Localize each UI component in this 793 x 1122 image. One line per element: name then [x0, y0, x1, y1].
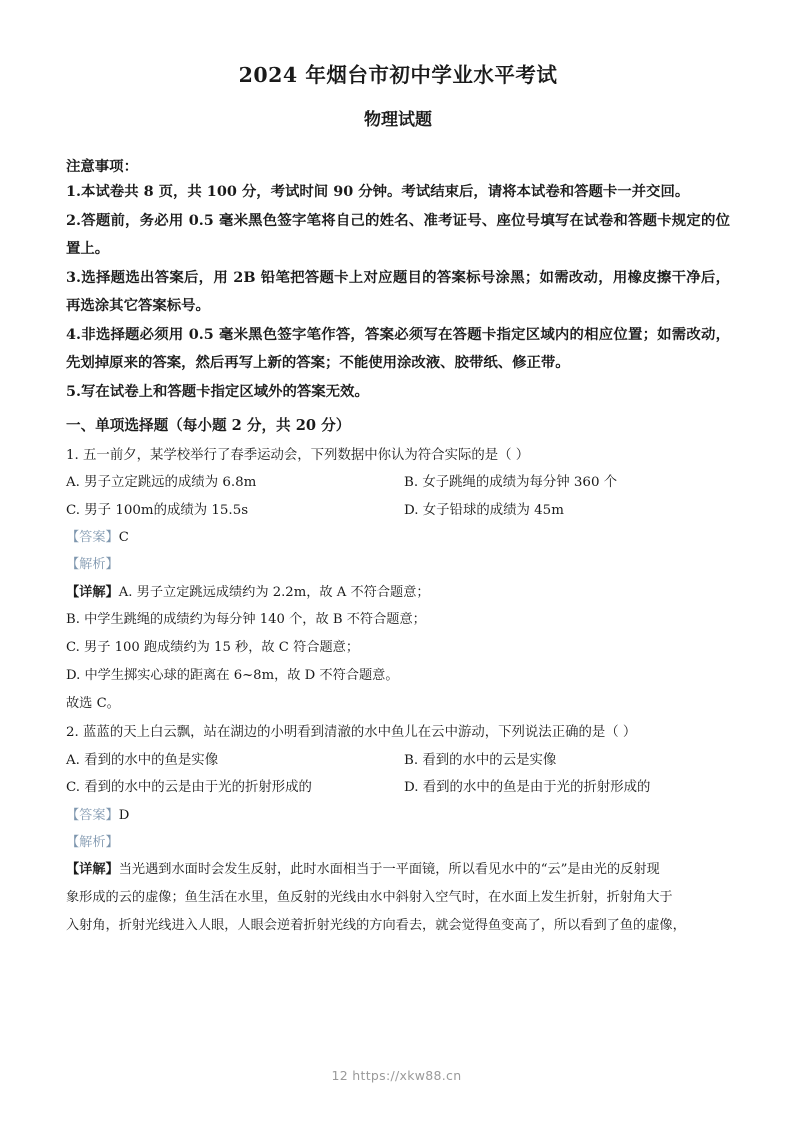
question-1-option-b[interactable]: B. 女子跳绳的成绩为每分钟 360 个 [404, 475, 618, 491]
answer-tag: 【答案】 [66, 807, 119, 823]
notice-item-1: 1.本试卷共 8 页，共 100 分，考试时间 90 分钟。考试结束后，请将本试卷和答题卡一并交回。 [66, 183, 690, 201]
notice-heading: 注意事项： [66, 157, 138, 175]
question-2-option-d[interactable]: D. 看到的水中的鱼是由于光的折射形成的 [404, 780, 651, 796]
question-1-detail-b: B. 中学生跳绳的成绩约为每分钟 140 个，故 B 不符合题意； [66, 612, 426, 628]
question-1-options-row-1 [66, 469, 730, 496]
detail-tag: 【详解】 [66, 862, 119, 878]
page-content [66, 0, 730, 940]
question-1-option-d[interactable]: D. 女子铅球的成绩为 45m [404, 502, 564, 518]
question-1-detail-first [66, 579, 730, 607]
question-2-option-b[interactable]: B. 看到的水中的云是实像 [404, 752, 557, 768]
question-1-answer-value: C [118, 530, 129, 546]
question-1-options-row-2 [66, 497, 730, 524]
question-2-option-a[interactable]: A. 看到的水中的鱼是实像 [66, 752, 219, 768]
question-2-options-row-1 [66, 747, 730, 774]
question-1-detail-first-text: A. 男子立定跳远成绩约为 2.2m，故 A 不符合题意； [118, 584, 430, 600]
question-2 [66, 720, 730, 940]
question-1-conclusion: 故选 C。 [66, 696, 120, 712]
question-2-option-c[interactable]: C. 看到的水中的云是由于光的折射形成的 [66, 780, 312, 796]
question-2-detail-first [66, 856, 730, 884]
footer-watermark: 12 https://xkw88.cn [331, 1068, 462, 1083]
question-1-detail-c: C. 男子 100 跑成绩约为 15 秒，故 C 符合题意； [66, 640, 360, 656]
question-2-detail-line-3: 入射角，折射光线进入人眼，人眼会逆着折射光线的方向看去，就会觉得鱼变高了，所以看到了鱼的虚像， [66, 918, 686, 933]
question-2-options-row-2 [66, 774, 730, 801]
question-2-options [66, 747, 730, 802]
question-2-detail-line-2: 象形成的云的虚像；鱼生活在水里，鱼反射的光线由水中斜射入空气时，在水面上发生折射，折射角大于 [66, 890, 673, 906]
notice-item-4: 4.非选择题必须用 0.5 毫米黑色签字笔作答，答案必须写在答题卡指定区域内的相应位置；如需改动，先划掉原来的答案，然后再写上新的答案；不能使用涂改液、胶带纸、修正带。 [66, 325, 730, 372]
question-1-stem: 1. 五一前夕，某学校举行了春季运动会，下列数据中你认为符合实际的是（ ） [66, 447, 530, 463]
page-title: 2024 年烟台市初中学业水平考试 [238, 63, 558, 87]
analysis-tag: 【解析】 [66, 834, 119, 850]
notice-item-5: 5.写在试卷上和答题卡指定区域外的答案无效。 [66, 382, 369, 400]
question-1-options [66, 469, 730, 524]
question-2-detail-first-text: 当光遇到水面时会发生反射，此时水面相当于一平面镜，所以看见水中的“云”是由光的反射现 [118, 862, 660, 878]
notice-item-2: 2.答题前，务必用 0.5 毫米黑色签字笔将自己的姓名、准考证号、座位号填写在试卷和答题卡规定的位置上。 [66, 211, 730, 258]
question-1-option-c[interactable]: C. 男子 100m的成绩为 15.5s [66, 502, 249, 518]
question-1-option-a[interactable]: A. 男子立定跳远的成绩为 6.8m [66, 475, 257, 491]
question-1 [66, 443, 730, 719]
question-2-answer [66, 802, 730, 829]
analysis-tag: 【解析】 [66, 557, 119, 573]
question-2-answer-value: D [118, 807, 130, 823]
question-2-stem: 2. 蓝蓝的天上白云飘，站在湖边的小明看到清澈的水中鱼儿在云中游动，下列说法正确的是（ ） [66, 725, 637, 741]
question-1-detail-d: D. 中学生掷实心球的距离在 6~8m，故 D 不符合题意。 [66, 668, 399, 684]
section-heading-multiple-choice: 一、单项选择题（每小题 2 分，共 20 分） [66, 417, 351, 435]
notice-item-3: 3.选择题选出答案后，用 2B 铅笔把答题卡上对应题目的答案标号涂黑；如需改动，用橡皮擦干净后，再选涂其它答案标号。 [66, 268, 730, 315]
page-subtitle: 物理试题 [364, 109, 432, 130]
question-1-analysis-tag [66, 551, 730, 578]
answer-tag: 【答案】 [66, 530, 119, 546]
question-1-answer [66, 524, 730, 551]
question-2-analysis-tag [66, 829, 730, 856]
notice-section [66, 155, 730, 406]
detail-tag: 【详解】 [66, 584, 119, 600]
